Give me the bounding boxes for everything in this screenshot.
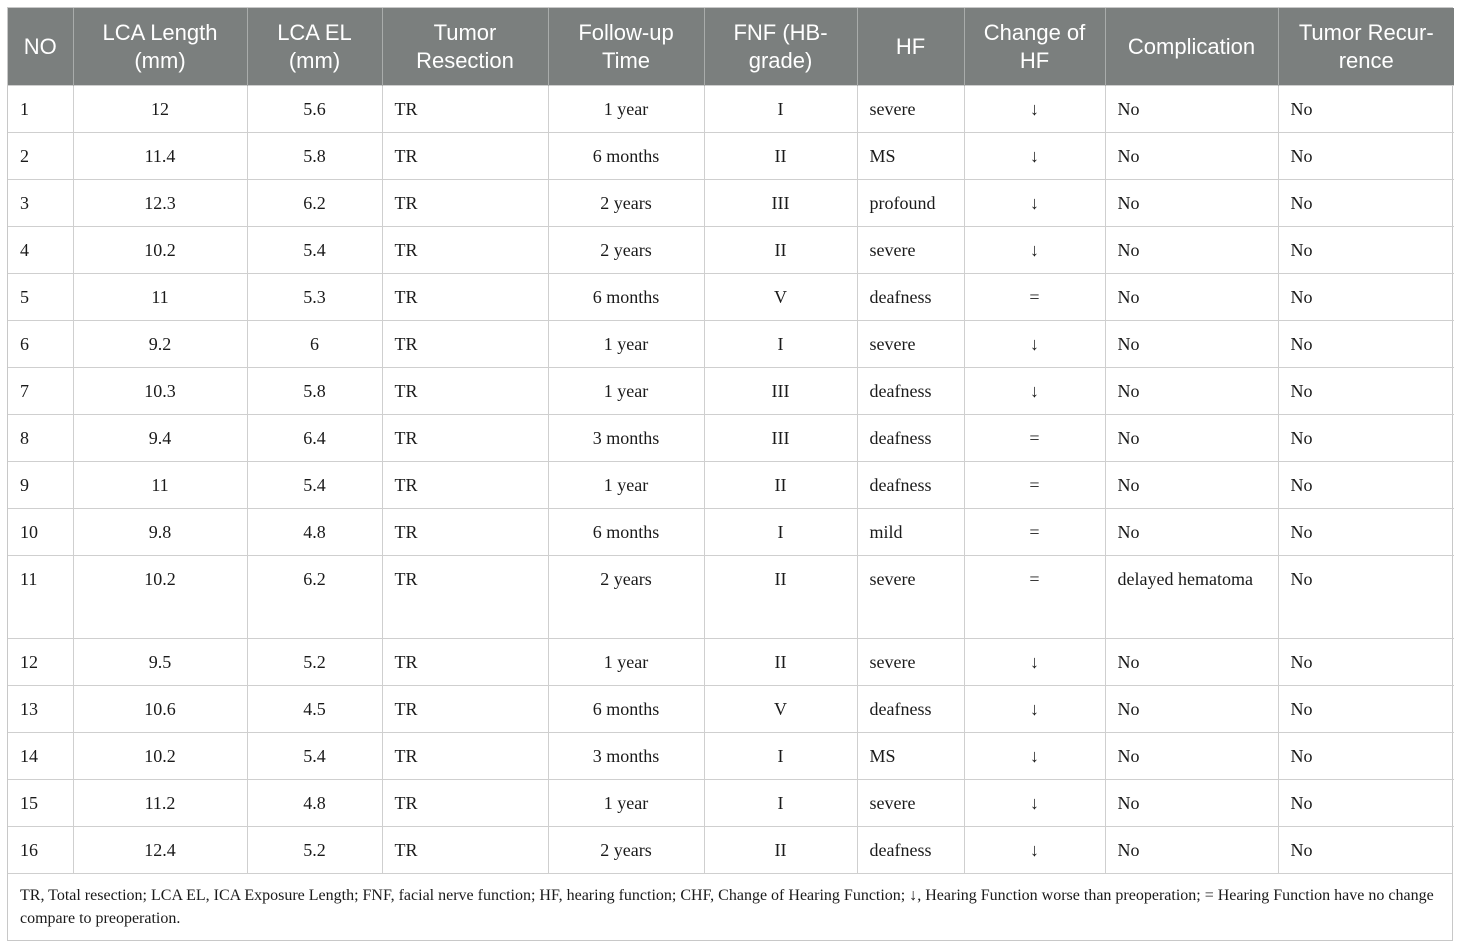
column-header: LCA EL (mm)	[247, 8, 382, 86]
table-cell: II	[704, 462, 857, 509]
table-cell: TR	[382, 639, 548, 686]
table-cell: No	[1278, 686, 1454, 733]
table-cell: No	[1105, 639, 1278, 686]
column-header: Tumor Recur-rence	[1278, 8, 1454, 86]
table-row	[8, 180, 1454, 227]
table-cell: ↓	[964, 180, 1105, 227]
table-cell: No	[1105, 368, 1278, 415]
table-cell: 5	[8, 274, 73, 321]
table-row	[8, 686, 1454, 733]
table-header	[8, 8, 1454, 86]
table-cell: No	[1278, 180, 1454, 227]
table-cell: ↓	[964, 133, 1105, 180]
table-cell: 5.4	[247, 733, 382, 780]
table-cell: 10.2	[73, 556, 247, 639]
table-cell: No	[1105, 321, 1278, 368]
table-cell: TR	[382, 180, 548, 227]
table-cell: =	[964, 509, 1105, 556]
table-cell: MS	[857, 733, 964, 780]
table-cell: ↓	[964, 827, 1105, 874]
table-row	[8, 733, 1454, 780]
header-row	[8, 8, 1454, 86]
table-row	[8, 462, 1454, 509]
table-container	[7, 7, 1453, 941]
table-cell: deafness	[857, 274, 964, 321]
table-cell: No	[1278, 639, 1454, 686]
table-cell: severe	[857, 780, 964, 827]
table-footnote: TR, Total resection; LCA EL, ICA Exposure Length; FNF, facial nerve function; HF, hearing function; CHF, Change of Hearing Function; ↓, Hearing Function worse than preoperation; = Hearing Function have no change compare to preoperation.	[8, 873, 1452, 940]
table-cell: 12.3	[73, 180, 247, 227]
table-cell: No	[1278, 556, 1454, 639]
table-row	[8, 133, 1454, 180]
table-cell: 12	[8, 639, 73, 686]
table-cell: 9.4	[73, 415, 247, 462]
table-cell: TR	[382, 415, 548, 462]
table-cell: severe	[857, 227, 964, 274]
table-cell: =	[964, 462, 1105, 509]
table-cell: II	[704, 227, 857, 274]
table-cell: ↓	[964, 368, 1105, 415]
table-cell: 5.2	[247, 639, 382, 686]
table-cell: 10.6	[73, 686, 247, 733]
table-cell: No	[1278, 780, 1454, 827]
table-cell: No	[1105, 133, 1278, 180]
table-cell: 1 year	[548, 462, 704, 509]
table-cell: No	[1105, 180, 1278, 227]
table-cell: 6.2	[247, 556, 382, 639]
table-cell: No	[1278, 274, 1454, 321]
table-cell: ↓	[964, 686, 1105, 733]
table-cell: 3 months	[548, 415, 704, 462]
table-cell: 3	[8, 180, 73, 227]
table-cell: 11	[73, 274, 247, 321]
table-cell: 6	[8, 321, 73, 368]
table-cell: I	[704, 780, 857, 827]
table-cell: severe	[857, 321, 964, 368]
table-cell: 11	[8, 556, 73, 639]
table-cell: deafness	[857, 827, 964, 874]
table-cell: III	[704, 368, 857, 415]
table-cell: II	[704, 556, 857, 639]
table-cell: 6.2	[247, 180, 382, 227]
column-header: NO	[8, 8, 73, 86]
table-cell: 4.5	[247, 686, 382, 733]
table-cell: 5.2	[247, 827, 382, 874]
table-cell: 1 year	[548, 639, 704, 686]
table-cell: TR	[382, 827, 548, 874]
table-cell: TR	[382, 733, 548, 780]
column-header: Complication	[1105, 8, 1278, 86]
table-row	[8, 780, 1454, 827]
table-cell: deafness	[857, 415, 964, 462]
table-cell: 4.8	[247, 780, 382, 827]
table-row	[8, 415, 1454, 462]
table-cell: No	[1278, 462, 1454, 509]
table-row	[8, 321, 1454, 368]
table-cell: 6 months	[548, 686, 704, 733]
table-cell: deafness	[857, 686, 964, 733]
column-header: FNF (HB-grade)	[704, 8, 857, 86]
table-cell: 5.8	[247, 133, 382, 180]
table-cell: ↓	[964, 321, 1105, 368]
table-cell: No	[1105, 733, 1278, 780]
table-cell: ↓	[964, 639, 1105, 686]
table-cell: No	[1105, 509, 1278, 556]
table-cell: ↓	[964, 86, 1105, 133]
table-cell: I	[704, 86, 857, 133]
table-cell: TR	[382, 227, 548, 274]
column-header: Follow-up Time	[548, 8, 704, 86]
table-cell: No	[1278, 321, 1454, 368]
table-cell: No	[1105, 227, 1278, 274]
table-cell: profound	[857, 180, 964, 227]
results-table	[8, 8, 1454, 873]
table-row	[8, 556, 1454, 639]
table-cell: 6 months	[548, 274, 704, 321]
table-cell: ↓	[964, 227, 1105, 274]
table-cell: 1 year	[548, 86, 704, 133]
table-cell: TR	[382, 556, 548, 639]
table-cell: 4	[8, 227, 73, 274]
table-cell: No	[1278, 733, 1454, 780]
column-header: Change of HF	[964, 8, 1105, 86]
table-cell: TR	[382, 686, 548, 733]
table-cell: 1 year	[548, 368, 704, 415]
table-cell: 1 year	[548, 321, 704, 368]
table-cell: 2 years	[548, 180, 704, 227]
table-cell: TR	[382, 274, 548, 321]
table-cell: deafness	[857, 368, 964, 415]
column-header: HF	[857, 8, 964, 86]
table-cell: 6	[247, 321, 382, 368]
table-cell: No	[1105, 780, 1278, 827]
table-cell: TR	[382, 368, 548, 415]
table-cell: 1 year	[548, 780, 704, 827]
table-cell: severe	[857, 86, 964, 133]
table-body	[8, 86, 1454, 874]
table-cell: 2 years	[548, 827, 704, 874]
table-cell: 10.3	[73, 368, 247, 415]
table-cell: TR	[382, 509, 548, 556]
table-cell: 3 months	[548, 733, 704, 780]
table-cell: 10.2	[73, 733, 247, 780]
table-row	[8, 368, 1454, 415]
table-cell: II	[704, 827, 857, 874]
table-row	[8, 639, 1454, 686]
table-cell: =	[964, 415, 1105, 462]
table-cell: deafness	[857, 462, 964, 509]
table-cell: 6 months	[548, 509, 704, 556]
column-header: LCA Length (mm)	[73, 8, 247, 86]
table-cell: 5.8	[247, 368, 382, 415]
table-cell: 10	[8, 509, 73, 556]
table-cell: III	[704, 415, 857, 462]
table-cell: delayed hematoma	[1105, 556, 1278, 639]
table-cell: No	[1278, 509, 1454, 556]
table-cell: severe	[857, 639, 964, 686]
table-cell: I	[704, 509, 857, 556]
table-cell: 9.8	[73, 509, 247, 556]
table-cell: I	[704, 733, 857, 780]
table-cell: 14	[8, 733, 73, 780]
table-cell: No	[1278, 827, 1454, 874]
table-cell: TR	[382, 321, 548, 368]
table-cell: 6.4	[247, 415, 382, 462]
table-cell: No	[1278, 227, 1454, 274]
table-cell: 5.3	[247, 274, 382, 321]
table-cell: 4.8	[247, 509, 382, 556]
table-cell: severe	[857, 556, 964, 639]
table-cell: 9	[8, 462, 73, 509]
table-cell: No	[1105, 86, 1278, 133]
table-cell: 15	[8, 780, 73, 827]
table-cell: TR	[382, 462, 548, 509]
table-cell: 12.4	[73, 827, 247, 874]
table-cell: 2	[8, 133, 73, 180]
table-cell: No	[1105, 415, 1278, 462]
table-cell: TR	[382, 780, 548, 827]
table-cell: TR	[382, 133, 548, 180]
table-cell: ↓	[964, 733, 1105, 780]
table-cell: No	[1105, 274, 1278, 321]
table-cell: 12	[73, 86, 247, 133]
table-cell: mild	[857, 509, 964, 556]
table-cell: 8	[8, 415, 73, 462]
table-cell: No	[1278, 368, 1454, 415]
table-cell: No	[1278, 133, 1454, 180]
table-cell: II	[704, 639, 857, 686]
table-cell: I	[704, 321, 857, 368]
table-cell: No	[1105, 827, 1278, 874]
table-cell: 2 years	[548, 556, 704, 639]
table-cell: MS	[857, 133, 964, 180]
table-row	[8, 274, 1454, 321]
table-row	[8, 509, 1454, 556]
table-row	[8, 227, 1454, 274]
table-cell: 9.2	[73, 321, 247, 368]
table-cell: 5.4	[247, 227, 382, 274]
table-cell: 5.4	[247, 462, 382, 509]
table-cell: =	[964, 274, 1105, 321]
table-row	[8, 827, 1454, 874]
table-cell: 11	[73, 462, 247, 509]
table-cell: 9.5	[73, 639, 247, 686]
table-cell: =	[964, 556, 1105, 639]
table-cell: 11.2	[73, 780, 247, 827]
table-cell: 2 years	[548, 227, 704, 274]
table-cell: III	[704, 180, 857, 227]
table-cell: 11.4	[73, 133, 247, 180]
table-cell: ↓	[964, 780, 1105, 827]
table-cell: TR	[382, 86, 548, 133]
table-cell: V	[704, 274, 857, 321]
table-cell: 16	[8, 827, 73, 874]
table-row	[8, 86, 1454, 133]
table-cell: 10.2	[73, 227, 247, 274]
table-cell: V	[704, 686, 857, 733]
table-cell: II	[704, 133, 857, 180]
table-cell: No	[1105, 462, 1278, 509]
table-cell: No	[1278, 415, 1454, 462]
table-cell: No	[1278, 86, 1454, 133]
table-cell: 7	[8, 368, 73, 415]
table-cell: No	[1105, 686, 1278, 733]
table-cell: 6 months	[548, 133, 704, 180]
table-cell: 5.6	[247, 86, 382, 133]
table-cell: 1	[8, 86, 73, 133]
column-header: Tumor Resection	[382, 8, 548, 86]
table-cell: 13	[8, 686, 73, 733]
